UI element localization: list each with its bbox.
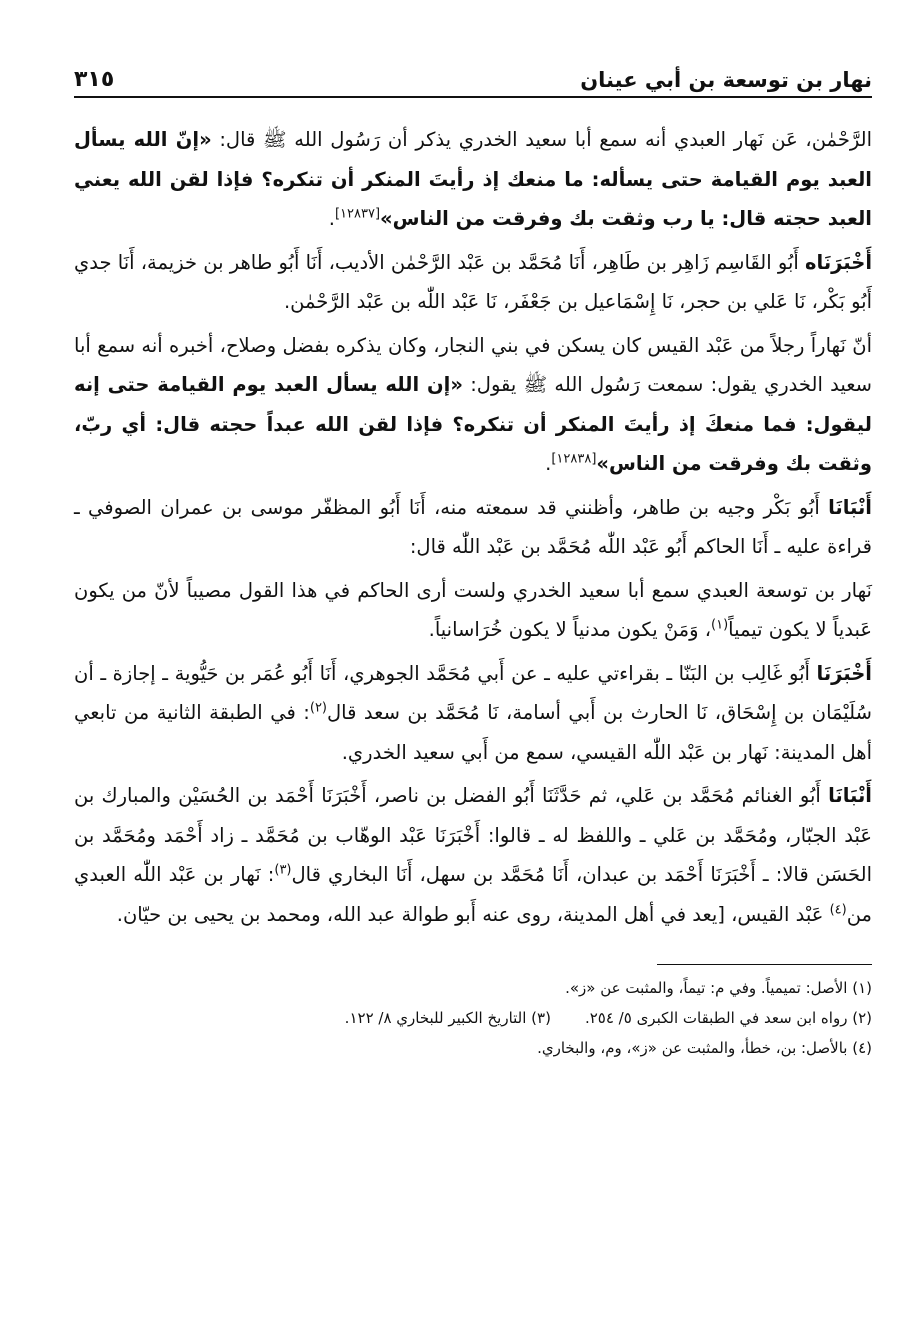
text: : في الطبقة الثانية من تابعي أهل المدينة: نَهار بن عَبْد اللّٰه القيسي، سمع من أَبي سعيد الخدري. <box>74 701 872 764</box>
footnote-ref: (٣) <box>274 862 292 878</box>
paragraph-5 <box>74 571 872 650</box>
footnote-row <box>74 1003 872 1033</box>
isnad-lead: أَخْبَرَنَاه <box>805 250 872 274</box>
text: أنّ نَهاراً رجلاً من عَبْد القيس كان يسكن في بني النجار، وكان يذكره بفضل وصلاح، أخبره أنه سمع أبا سعيد الخدري يقول: سمعت رَسُول الله ﷺ يقول: <box>74 333 872 396</box>
paragraph-2 <box>74 243 872 322</box>
hadith-number: [١٢٨٣٨] <box>551 451 597 467</box>
text: أَبُو غَالِب بن البَنّا ـ بقراءتي عليه ـ عن أَبي مُحَمَّد الجوهري، أَنَا أَبُو عُمَر بن حَيُّوية ـ إجازة ـ أن سُلَيْمَان بن إِسْحَاق، نَا الحارث بن أَبي أسامة، نَا مُحَمَّد بن سعد قال <box>74 661 872 724</box>
isnad-lead: أَنْبَانَا <box>828 784 872 807</box>
text: : نَهار بن عَبْد اللّٰه العبدي من <box>74 863 872 926</box>
footnote-1: (١) الأصل: تميمياً. وفي م: تيماً، والمثبت عن «ز». <box>565 979 872 997</box>
isnad-lead: أَخْبَرَنَا <box>816 661 872 685</box>
footnote-4: (٤) بالأصل: بن، خطأ، والمثبت عن «ز»، وم، والبخاري. <box>537 1039 872 1057</box>
paragraph-7 <box>74 776 872 934</box>
isnad-lead: أَنْبَانَا <box>828 495 872 519</box>
text: . <box>545 452 552 475</box>
footnote-3: (٣) التاريخ الكبير للبخاري ٨/ ١٢٢. <box>344 1009 551 1027</box>
paragraph-6 <box>74 654 872 773</box>
footnote-divider <box>657 964 872 965</box>
header-title: نهار بن توسعة بن أبي عينان <box>580 68 872 92</box>
footnote-ref: (١) <box>711 617 729 633</box>
footnote-ref: (٤) <box>829 902 847 917</box>
text: أَبُو الغنائم مُحَمَّد بن عَلي، ثم حَدَّثَنَا أَبُو الفضل بن ناصر، أَخْبَرَنَا أَحْمَد بن الحُسَيْن والمبارك بن عَبْد الجبّار، ومُحَمَّد بن عَلي ـ واللفظ له ـ قالوا: أَخْبَرَنَا عَبْد الوهّاب بن مُحَمَّد ـ زاد أَحْمَد ومُحَمَّد بن الحَسَن قالا: ـ أَخْبَرَنَا أَحْمَد بن عبدان، أَنَا مُحَمَّد بن سهل، أَنَا البخاري قال <box>74 784 872 886</box>
text: عَبْد القيس، [يعد في أهل المدينة، روى عنه أَبو طوالة عبد الله، ومحمد بن يحيى بن حيّان. <box>116 902 830 926</box>
text: ، وَمَنْ يكون مدنياً لا يكون خُرَاسانياً. <box>428 618 712 641</box>
hadith-quote: «إن الله يسأل العبد يوم القيامة حتى إنه ليقول: فما منعكَ إذ رأيتَ المنكر أن تنكره؟ فإذا لقن الله عبداً حجته قال: أي ربّ، وثقت بك وفرقت من الناس» <box>74 373 872 475</box>
footnote-2: (٢) رواه ابن سعد في الطبقات الكبرى ٥/ ٢٥٤. <box>584 1009 872 1027</box>
page-number: ٣١٥ <box>74 67 115 92</box>
text: أَبُو بَكْر وجيه بن طاهر، وأظنني قد سمعته منه، أَنَا أَبُو المظفّر موسى بن عمران الصوفي ـ قراءة عليه ـ أَنَا الحاكم أَبُو عَبْد اللّٰه مُحَمَّد بن عَبْد اللّٰه قال: <box>74 495 872 558</box>
page <box>74 46 872 1063</box>
hadith-quote: «إنّ الله يسأل العبد يوم القيامة حتى يسأله: ما منعك إذ رأيتَ المنكر أن تنكره؟ فإذا لقن الله يعني العبد حجته قال: يا رب وثقت بك وفرقت من الناس» <box>74 128 872 230</box>
text: الرَّحْمٰن، عَن نَهار العبدي أنه سمع أبا سعيد الخدري يذكر أن رَسُول الله ﷺ قال: <box>211 128 872 151</box>
footnote-ref: (٢) <box>309 700 327 716</box>
main-text <box>74 120 872 934</box>
hadith-number: [١٢٨٣٧] <box>334 206 381 222</box>
paragraph-3 <box>74 326 872 484</box>
text: . <box>328 207 335 230</box>
paragraph-1 <box>74 120 872 239</box>
running-header <box>74 46 872 98</box>
paragraph-4 <box>74 488 872 567</box>
footnotes <box>74 973 872 1063</box>
text: أَبُو القَاسِم زَاهِر بن طَاهِر، أَنَا مُحَمَّد بن عَبْد الرَّحْمٰن الأديب، أَنَا أَبُو طاهر بن خزيمة، أَنَا جدي أَبُو بَكْر، نَا عَلي بن حجر، نَا إِسْمَاعيل بن جَعْفَر، نَا عَبْد اللّٰه بن عَبْد الرَّحْمٰن. <box>74 250 872 313</box>
text: نَهار بن توسعة العبدي سمع أبا سعيد الخدري ولست أرى الحاكم في هذا القول مصيباً لأنّ من يكون عَبدياً لا يكون تيمياً <box>74 578 872 641</box>
